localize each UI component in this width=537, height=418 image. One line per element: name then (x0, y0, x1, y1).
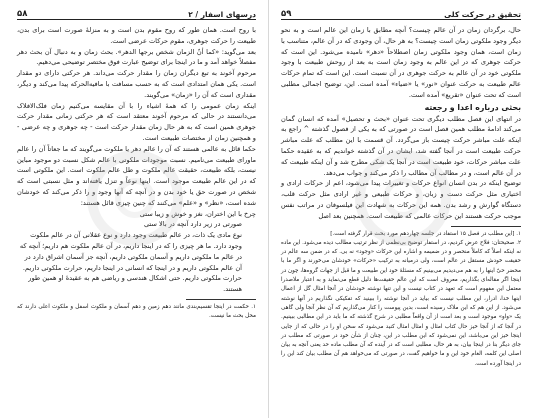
paragraph: نوع مادی یک ذات، در عالم طبیعت وجود دارد و نوع عقلانی آن در عالم ملکوت وجود دارد. ما هر چیزی را که در اینجا داریم، در آن عالم ملکوت هم داریم؛ آنچه که در عالم ما ملکوتی داریم و آسمان ملکوتی داریم، آنچه جز آسمان اشراق دارد در آن عالم ملکوتی داریم و در اینجا که انسانی در اینجا داریم، حرارت ملکوتی داریم. حرارت ملکوتی داریم. حتی اشکال هندسی و ریاضی هم به عقیدهٔ او همین طور هستند. (19, 231, 242, 294)
paragraph: مرحوم آخوند به تبع دیگران زمان را مقدار حرکت می‌داند. هر حرکتی دارای دو مقدار است. یکی همان امتدادی است که به حسب مسافت با مافیه‌الحرکه پیدا می‌کند و دیگر، مقداری است که آن را «زمان» می‌گویند. (17, 69, 256, 99)
footnote-divider (186, 299, 256, 300)
watermark-logo (355, 150, 451, 246)
paragraph: حکما قائل به عالمی هستند که آن را عالم دهر یا ملکوت می‌گویند که ما جعاتاً آن را عالم ماورای طبیعت می‌نامیم. نسبت موجودات ملکوتی با عالم شکل نسبت دو موجود مباین نیست، بلکه طبیعت، حقیقت عالم ملکوت و طل عالم ملکوت است. این ملکوتی است که در این عالم طبیعت موجود است. اینها نوعاً و تنزل یافته‌اند و مثل نسبتی است که شخص در صورت حق یا خود بدن و در آنچه که آنها وجود و را ذکر می‌کند که خودشان شده است، «نظر» و «علم» می‌کنند که چنین چیزی قائل هستند: (17, 144, 256, 207)
footnote: ۲. صحیحتان: فلاح عرض کردیم، در استفار توضیح بی‌نظمی از نظر ترتیب مطالب دیده می‌شود. این ماده نه اینکه اصلاً که کاملاً منحصر و در ضمیمه و اشاره این حرکات «وجود» نه بی. که در ضمن سه عالم در حقیقت خودش مستقل در عالم است، ولی درمیانه به ترکیب «حرکات» خودشان می‌خورند و اگر ما با محضر حیّ اینها را به هم می‌دیدیم می‌بینیم که مسئلهٔ خود این طبیعت و ما قبل از جهات گروه‌ها، چون در اینجا اگر مقاله‌ای بگذاریم، معروف است که این عالم حقیقت‌ها دلیل قطع می‌نماید و به اعتبار ملاصدرا معتمل این مفهوم است که تعهد در کتاب نیست و این تنها نوشته خودشان در آنجا امثال گل از اعمال اینها خدا، ادرار، این مطلب نیست که بیاید در آنجا نوشته را ببینید که تفکیکی نگذاریم در آنها نوشته می‌شود. از این هم که این ملاک رسیده است، بدین پیوست را کنار می‌گذاریم که آن نظر آنجا ولی گاهی یک «واو» موجود است و بعد است از آن واقعاً مطلبی در شرح گذشته که ما باید در این مطالبی ببینیم. در آنجا که از آنجا خیز حال کتاب امثال و امثال امثال کنید می‌شود که سخن او را در حالی که از جایی اینجا خیز این می‌باشد، این نمی‌شود که این مطلب در این، چنان از شأن خود در صورتی که مطلب در جای دیگر بنا در اینجا بیان، به هر حال، مطلبی است که در آینده که آن مطلب ماده حد یعنی آنچه به بیان اصلی این کلمه، الغام خود این و ما خواهیم گفت، در صورتی که می‌خواهد هم آن مطلب بیان کند این را در اینجا آورده است. (281, 239, 521, 367)
footnote: ۱. [این مطلب در فصل ۱۵ استفاد در جلسه چهاردهم مورد بحث قرار گرفته است.] (330, 230, 521, 237)
poem-line: چرخ با این اختران، نغز و خوش و زیبا ستی (139, 209, 256, 218)
page-number: ۵۸ (17, 9, 28, 19)
right-page (269, 0, 537, 418)
running-title: تحقیق در حرکت کلی (444, 10, 521, 19)
paragraph: توضیح اینکه در بدن انسان انواع حرکات و تغییرات پیدا می‌شود، اعم از حرکات ارادی و اختیاری مثل حرکت دست و زبان، و حرکات طبیعی و غیر ارادی مثل حرکت قلب، دستگاه گوارش و رشد بدن. همه این حرکات به شهادت این فیلسوفان در مراتب نفس موجب حرکت هستند این حرکات عالمی که طبیعت است. همچنین بعد اصل (281, 179, 521, 220)
paragraph: بعد می‌گوید: «کما أنّ الزمان شخص برجها الدهر». بحث زمان و به دنبال آن بحث دهر مفصلاً خواهد آمد و ما در اینجا برای توضیح عبارت فوق مختصر توضیحی می‌دهیم. (17, 47, 256, 67)
section-heading: بحثی درباره اعدا و رجعته (424, 102, 521, 112)
running-title: درسهای اسفار / ۲ (188, 10, 256, 19)
poem-line: صورتی در زیر دارد آنچه در بالا ستی (143, 220, 242, 229)
paragraph: در انتهای این فصل مطلب دیگری تحت عنوان «بحث و تحصیل» آمده که انسان گمان می‌کند ادامهٔ مطلب همین فصل است در صورتی که به یکی از فصول گذشته ^ راجع به اینکه علت مباشر حرکت چیست باز می‌گردد. آن قسمت با این مطلب که علت مباشر حرکت طبیعت است در آنجا گفته شد، ایشان در آن گذشته خواندیم که به عقیده حکما علت مباشر حرکات، خود طبیعت است در آنجا یک شکی مطرح شد و آن اینکه طبیعت که در آن عالم است، و در مطالب آن مطالب را ذکر می‌کند و جواب می‌دهد. (281, 114, 521, 177)
page-header (17, 6, 256, 20)
left-page (1, 0, 269, 418)
footnote-divider (451, 226, 521, 227)
page-header (281, 6, 521, 20)
watermark-logo (87, 150, 183, 246)
page-number: ۵۹ (281, 9, 292, 19)
footnotes (281, 230, 521, 369)
paragraph: اینکه زمان عمومی را که همهٔ اشیاء را با آن مقایسه می‌کنیم زمان فلک‌الافلاک می‌دانستند در حالی که مرحوم آخوند معتقد است که هر حرکتی زمانی مقدار حرکت جوهری همین است که به هر حال زمان مقدار حرکت است - چه جوهری و چه عرضی - و همچنین زمان از مختصات طبیعت است. (17, 101, 256, 142)
footnote: ۱. حکمت در اینجا تقسیم‌بندی مانند دهم زمین و دهم آسمان و ملکوت اسفل و ملکوت اعلی دارند که محل بحث ما نیست. (17, 303, 256, 320)
paragraph: حال، برگردان زمان در آن عالم چیست؟ آنچه مطابق با زمان این عالم است و به نحو دیگر وجود ملکوتی زمان است چیست؟ به هر حال، آن وجودی که در آن عالم، متناسب با زمان است، همان وجود ملکوتی زمان اصطلاحاً «دهر» نامیده می‌شود. این است که حرکت جوهری که در این عالم به وجود زمان است به بعد از روحش طبیعت با وجود ملکوتی خود در آن عالم به حرکت جوهری در آن نسبت است. این است که تمام حرکات عالم طبیعت به حرکت عنوان «نور» یا «ضیاء» آمده است. این، توضیح اجمالی مطلبی است که تحت عنوان «تقریع» آمده است. (281, 26, 521, 99)
paragraph: با روح است. همان طور که روح مقوم بدن است و به منزلهٔ صورت است برای بدن، طبیعت را حرکت جوهری، مقوم حرکات عرضی است. (17, 26, 256, 45)
footnotes (17, 303, 256, 322)
